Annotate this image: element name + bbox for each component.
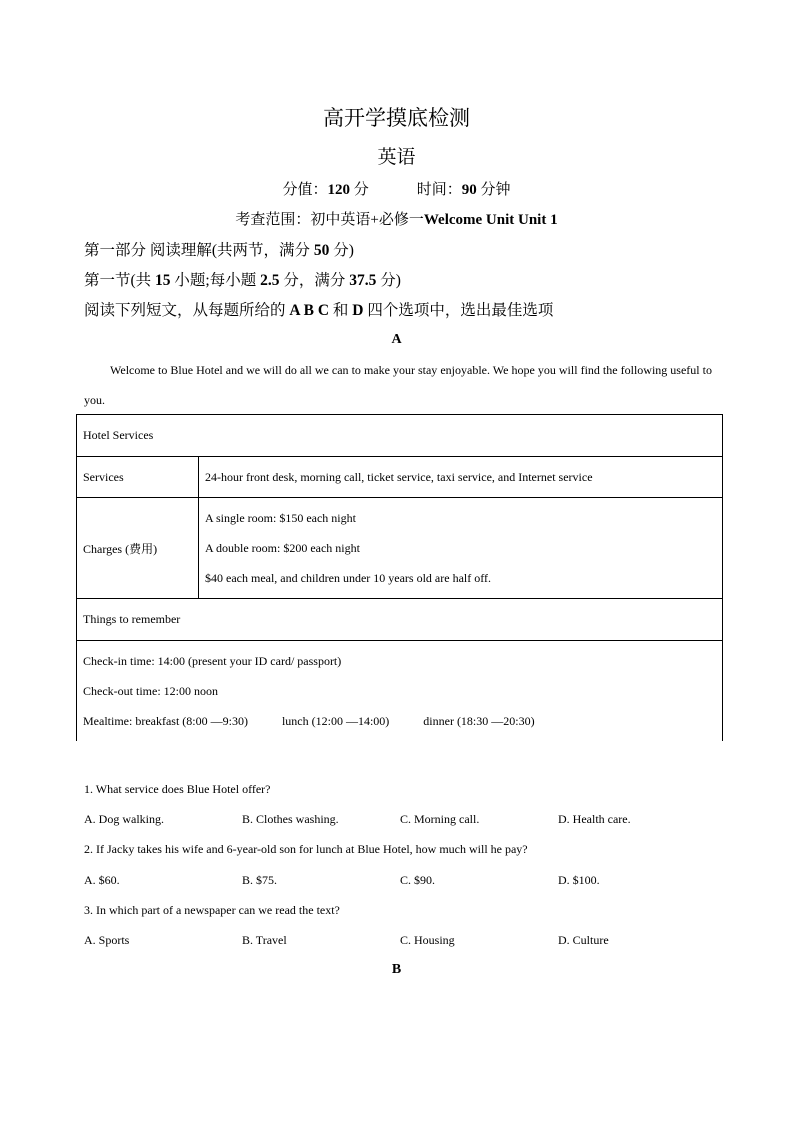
table-row: [77, 457, 723, 498]
scope-value: Welcome Unit Unit 1: [423, 212, 558, 228]
exam-subject: 英语: [377, 147, 416, 168]
instruction-options: A B C: [289, 302, 330, 319]
remember-value: [77, 641, 723, 741]
section-count: 15: [155, 272, 171, 289]
remember-line: Check-in time: 14:00 (present your ID card/ passport): [83, 653, 342, 668]
remember-label: Things to remember: [77, 599, 723, 641]
question-1-stem: 1. What service does Blue Hotel offer?: [84, 782, 271, 796]
instruction-text-b: 和: [329, 302, 353, 319]
time-unit: 分钟: [480, 182, 511, 198]
mealtime-dinner: dinner (18:30 —20:30): [423, 713, 535, 728]
question-1-option-a: A. Dog walking.: [84, 812, 164, 826]
charges-value: [199, 498, 723, 599]
mealtime-line: [83, 706, 716, 736]
services-label: Services: [77, 457, 199, 498]
question-1-option-d: D. Health care.: [558, 812, 631, 826]
charge-line: A single room: $150 each night: [205, 511, 356, 525]
section-total: 37.5: [349, 272, 377, 289]
part-one-title: [84, 238, 354, 260]
remember-line: Check-out time: 12:00 noon: [83, 683, 218, 698]
services-value: 24-hour front desk, morning call, ticket service, taxi service, and Internet service: [199, 457, 723, 498]
instruction-option-d: D: [352, 302, 364, 319]
score-value: 120: [327, 182, 350, 198]
section-text-b: 小题;每小题: [170, 272, 261, 289]
passage-a-intro: Welcome to Blue Hotel and we will do all we can to make your stay enjoyable. We hope you will find the following useful to you.: [84, 363, 712, 407]
charge-line: $40 each meal, and children under 10 years old are half off.: [205, 571, 491, 585]
hotel-services-table: [76, 414, 723, 741]
question-2-option-c: C. $90.: [400, 873, 436, 887]
passage-a-letter: A: [391, 332, 402, 347]
question-3-option-c: C. Housing: [400, 933, 455, 947]
section-text-d: 分): [376, 272, 401, 289]
scope-label: 考查范围：初中英语+必修一: [235, 212, 424, 228]
instruction-text-a: 阅读下列短文，从每题所给的: [84, 302, 290, 319]
part-one-score: 50: [313, 242, 330, 259]
question-3-option-a: A. Sports: [84, 933, 130, 947]
instruction-text-c: 四个选项中，选出最佳选项: [363, 302, 554, 319]
question-2-option-a: A. $60.: [84, 873, 120, 887]
question-3-option-d: D. Culture: [558, 933, 609, 947]
question-3-option-b: B. Travel: [242, 933, 287, 947]
section-each: 2.5: [260, 272, 280, 289]
score-label: 分值：: [282, 182, 328, 198]
table-row: [77, 641, 723, 741]
table-row: [77, 498, 723, 599]
table-row: [77, 599, 723, 641]
question-3-stem: 3. In which part of a newspaper can we read the text?: [84, 903, 340, 917]
time-value: 90: [461, 182, 477, 198]
question-2-option-b: B. $75.: [242, 873, 278, 887]
part-one-title-text: 第一部分 阅读理解(共两节，满分: [84, 242, 314, 259]
exam-meta: [0, 178, 793, 199]
question-2-stem: 2. If Jacky takes his wife and 6-year-old son for lunch at Blue Hotel, how much will he pay?: [84, 842, 528, 856]
time-label: 时间：: [416, 182, 462, 198]
score-unit: 分: [353, 182, 369, 198]
charges-label: Charges (费用): [77, 498, 199, 599]
table-heading: Hotel Services: [77, 415, 723, 457]
exam-scope: [0, 208, 793, 229]
mealtime-lunch: lunch (12:00 —14:00): [281, 713, 390, 728]
question-1-option-b: B. Clothes washing.: [242, 812, 339, 826]
exam-title: 高开学摸底检测: [323, 106, 470, 130]
instructions: [84, 298, 553, 320]
passage-b-letter: B: [391, 962, 402, 977]
mealtime-breakfast: Mealtime: breakfast (8:00 —9:30): [83, 713, 248, 728]
section-one-title: [84, 268, 401, 290]
charge-line: A double room: $200 each night: [205, 541, 360, 555]
section-text-a: 第一节(共: [84, 272, 156, 289]
question-2-option-d: D. $100.: [558, 873, 600, 887]
part-one-title-end: 分): [329, 242, 354, 259]
section-text-c: 分，满分: [279, 272, 350, 289]
table-row: [77, 415, 723, 457]
question-1-option-c: C. Morning call.: [400, 812, 480, 826]
